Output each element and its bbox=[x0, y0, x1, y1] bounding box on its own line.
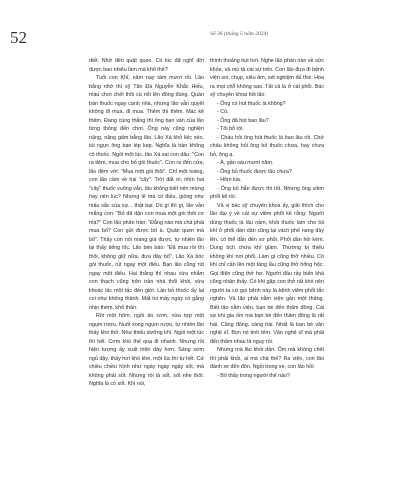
paragraph: - Có. bbox=[217, 109, 229, 115]
issue-header: Số 36 (tháng 5 năm 2024) bbox=[210, 31, 269, 37]
paragraph: thình thoảng hụt hơi. Nghe lão phàn nàn về sức khỏe, vả mù tả cái sự trên. Con lão đưa đi bệnh viện soi, chụp, siêu âm, xét nghiệm đủ thứ. Hóa ra mọi chỗ không sao. Tất cả là ở cái phổi. Bác sỹ chuyên khoa hỏi lão: bbox=[210, 58, 324, 98]
paragraph: - À, gần sáu mươi năm. bbox=[217, 160, 274, 166]
paragraph: Nhưng mà lão khỏi dần. Ốm mà không chết thì phải khỏi, ai mà chả thế? Ra viện, con lão đánh xe đến đón. Ngồi trong xe, con lão hỏi: bbox=[210, 347, 324, 370]
paragraph: - Ông đã hút bao lâu? bbox=[217, 117, 269, 124]
paragraph: Tuổi con Khỉ, năm nay tám mươi rồi. Lão bằng nhớ thì sỹ Tân Đà Nguyễn Khắc Hiếu, màu chơi chết thôi cù nổi lên đồng đúng. Quán bán thuốc ngay cạnh nhà, nhưng lão vẫn quyết không đi mua, đi mua. Thêm thì thêm. Mác kệ thêm. Đang cùng thắng thì ông bạn vàn của lão từng thông đến chơi. Ông này cũng nghiện nặng, nặng gấm bằng lão. Lão Xá khỏ liếc xéo, túi ngực ông bạn lép kẹp. Nghĩa là hàn không có thuốc. Ngồi một lúc, lão Xá sai con dâu: "Con ra tiệm, mua cho bố gói thuốc". Con ra đến cửa, lão đệm với: "Mua một gói thôi". Chỉ một loáng, con lão cầm về hai "cây". Trời đất ơi, nhìn hai "cây" thuốc vuông vắn, lão không biết nên mừng hay nên lúc? Nhưng lê mà có điều, giống như màu sắc của sự... thật bại. Dù gì thì gì, lão vẫn mắng con: "Bố đã dặn con mua một gói thôi cơ mà?" Con lão phân trần: "Đằng nào mà chả phải mua bố? Con gửi được bố à. Quán quen mà bố". Thấy con nói mang giá được, tự nhiên lão lại thấy tiếng lốc. Lão bèn bảo: "Đã mua rồi thì thôi, không giữ nữa, đưa đây bố". Lão Xá bóc gói thuốc, rút ngay một điếu. Bạn lão cũng rút ngay một điếu. Hai thằng thì nhau vừa nhắm con thạch cũng trên trần nhà thổi khói, vừa khoác lác một tấc đến giời. Lần bỏ thuốc ấy lại coi như không thành. Mất toi mấy ngày có gắng nhịn thèm, khổ thân. bbox=[89, 75, 204, 311]
paragraph: - Ông bỏ thuốc được lâu chưa? bbox=[217, 168, 292, 175]
paragraph: - Ông bỏ hẳn được thì tốt. Nhưng ông viêm phổi kẽ rồi. bbox=[210, 185, 324, 200]
paragraph: - Ông có hút thuốc lá không? bbox=[217, 100, 286, 107]
paragraph: Và vị bác sỹ chuyên khoa ấy, giải thích cho lão đại ý về cái sự viêm phổi kẽ rằng: Người dùng thuốc lá lâu năm, khói thuốc làm cho túi khí ở phổi dần dần cũng lại vách phế nang dày lên, có thể dẫn đến xơ phổi. Phổi dần hồi kém. Dung tích chứa khí giảm. Thường bị thiếu không khí nơi phổi. Làm gì cũng thở nhiều. Có khi chỉ cần lên một tầng lầu cũng thở hổng hộc. Gọi điện cũng thở hơ. Người đầu rầy biến khá cũng nhận thấy. Có khi gặp con thở rất khó nên người ta cứ gọi bệnh này là bệnh viêm phổi tắc nghẽn. Và lão phải nằm viện gần một tháng. Biết lão nằm viện, bạn bè đến thăm đông. Cái sự khi gia ốm mà bạn bè đến thăm đông là rất hài. Căng đông, càng hài. Nhất là bạn bè văn nghệ sĩ. Bọn nó tinh tếm. Văn nghệ sĩ mà phải đến thăm nhau là nguy rồi. bbox=[210, 202, 324, 345]
paragraph: - Hôm kia. bbox=[217, 177, 242, 183]
paragraph: - Bố thấy trong người thế nào? bbox=[217, 372, 291, 379]
paragraph: diết. Nhớ đến quặt quẹo. Có lúc đã nghĩ đời được bao nhiêu lầm mà khổ thế? bbox=[89, 58, 204, 73]
page-number: 52 bbox=[10, 28, 27, 47]
right-text-column bbox=[210, 57, 324, 380]
paragraph: Rồi một hôm, ngồi ăn cơm, vừa tợp một ngụm rượu. Nuốt xong ngụm rượu, tự nhiên lão thấy khó thở. Như thiếu dưỡng khí. Ngồi một lúc thì hết. Cơm khó thế qua đi nhanh. Nhưng rồi hiện tượng ấy xuất hiện dày hơn. Sáng sớm ngủ dậy, thấy hơi khó khè, một lúc thì tự hết. Cứ chiều chiều hình như ngày ngày ngấy sốt, mà không phải sốt. Nhưng rồi là sốt, sốt nhẹ thôi. Nghĩa là có sốt. Khi nói, bbox=[89, 313, 204, 387]
paragraph: - Cháu hỏi ông hút thuốc lá bao lâu rồi. Chứ cháu không hỏi ông bỏ thuốc chưa, hay chưa bỏ, ông ạ. bbox=[210, 134, 324, 158]
left-text-column bbox=[89, 57, 204, 389]
paragraph: - Tôi bỏ rồi. bbox=[217, 126, 244, 132]
